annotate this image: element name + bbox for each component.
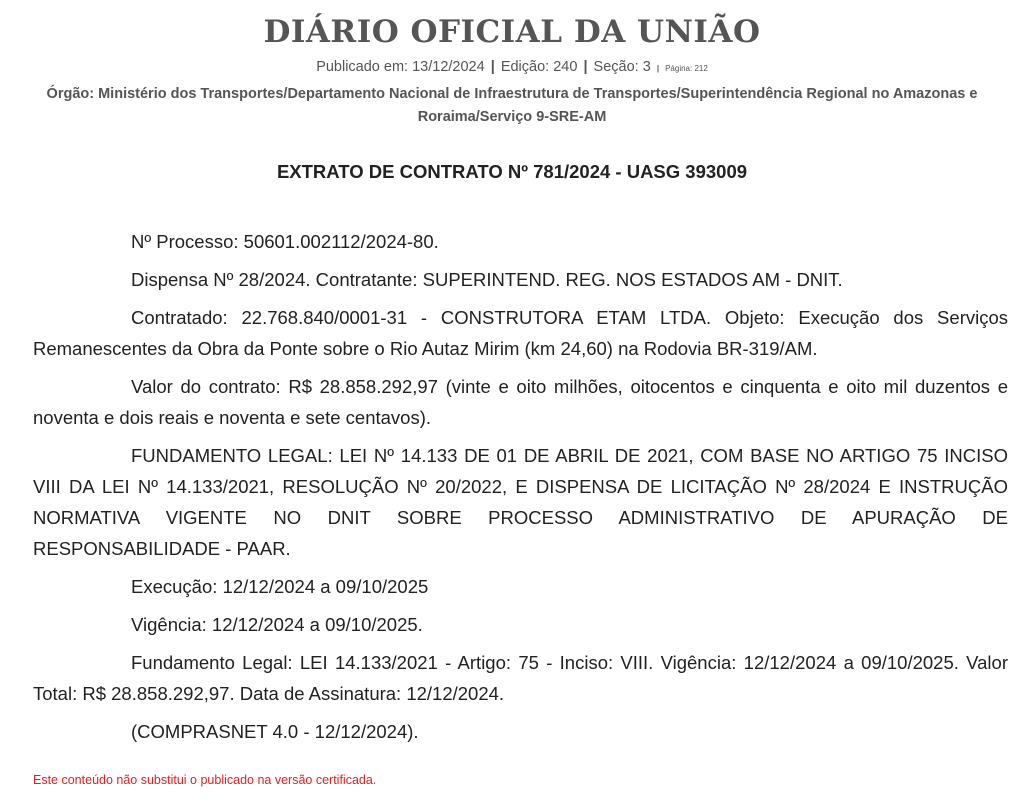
paragraph-execucao: Execução: 12/12/2024 a 09/10/2025 [131, 576, 429, 597]
paragraph-processo: Nº Processo: 50601.002112/2024-80. [131, 231, 439, 252]
published-date: Publicado em: 13/12/2024 [316, 59, 485, 75]
paragraph-dispensa: Dispensa Nº 28/2024. Contratante: SUPERINTEND. REG. NOS ESTADOS AM - DNIT. [131, 269, 843, 290]
edition-number: Edição: 240 [500, 59, 578, 75]
document-title: EXTRATO DE CONTRATO Nº 781/2024 - UASG 393009 [276, 161, 748, 182]
paragraph-vigencia: Vigência: 12/12/2024 a 09/10/2025. [131, 614, 423, 635]
section-number: Seção: 3 [593, 59, 651, 75]
paragraph-contratado: Contratado: 22.768.840/0001-31 - CONSTRUTORA ETAM LTDA. Objeto: Execução dos Serviços Remanescentes da Obra da Ponte sobre o Rio Autaz Mirim (km 24,60) na Rodovia BR-319/AM. [33, 307, 1008, 359]
paragraph-valor: Valor do contrato: R$ 28.858.292,97 (vinte e oito milhões, oitocentos e cinquenta e oito mil duzentos e noventa e dois reais e noventa e sete centavos). [33, 376, 1008, 428]
publication-info [0, 58, 1024, 78]
paragraph-fundamento-legal: FUNDAMENTO LEGAL: LEI Nº 14.133 DE 01 DE ABRIL DE 2021, COM BASE NO ARTIGO 75 INCISO VIII DA LEI Nº 14.133/2021, RESOLUÇÃO Nº 20/2022, E DISPENSA DE LICITAÇÃO Nº 28/2024 E INSTRUÇÃO NORMATIVA VIGENTE NO DNIT SOBRE PROCESSO ADMINISTRATIVO DE APURAÇÃO DE RESPONSABILIDADE - PAAR. [33, 445, 1008, 559]
document-body [33, 226, 1008, 754]
separator: | [656, 64, 660, 73]
issuing-agency: Órgão: Ministério dos Transportes/Departamento Nacional de Infraestrutura de Transportes/Superintendência Regional no Amazonas e Roraima/Serviço 9-SRE-AM [46, 86, 978, 125]
certification-disclaimer: Este conteúdo não substitui o publicado na versão certificada. [33, 773, 377, 787]
separator: | [583, 59, 588, 75]
newspaper-title: DIÁRIO OFICIAL DA UNIÃO [263, 14, 761, 50]
paragraph-comprasnet: (COMPRASNET 4.0 - 12/12/2024). [131, 721, 419, 742]
separator: | [490, 59, 495, 75]
page-number: Página: 212 [665, 64, 708, 73]
paragraph-fundamento-resumo: Fundamento Legal: LEI 14.133/2021 - Artigo: 75 - Inciso: VIII. Vigência: 12/12/2024 a 09/10/2025. Valor Total: R$ 28.858.292,97. Data de Assinatura: 12/12/2024. [33, 652, 1008, 704]
